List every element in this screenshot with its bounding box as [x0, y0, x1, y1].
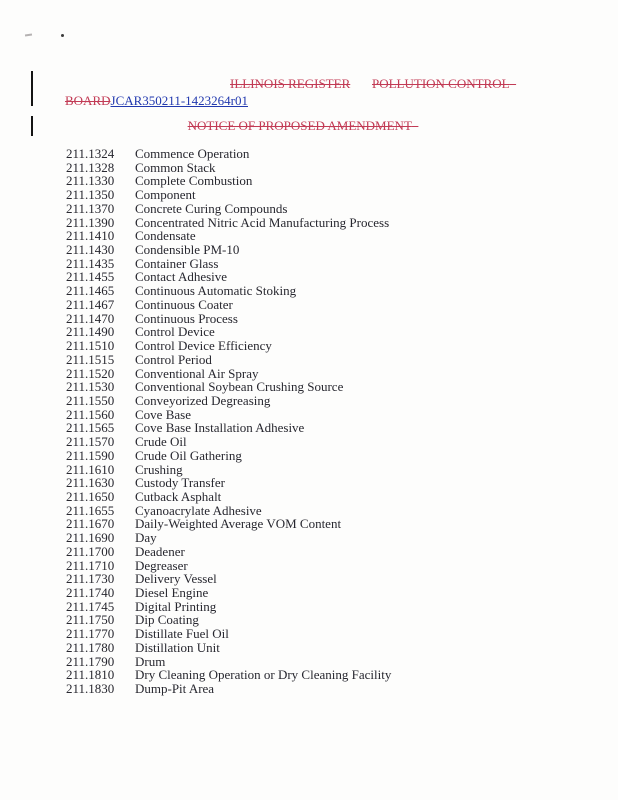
definition-row [66, 243, 391, 257]
section-title: Control Period [135, 351, 212, 367]
section-number: 211.1328 [66, 159, 115, 175]
section-number: 211.1750 [66, 612, 115, 628]
section-title: Crude Oil [135, 434, 187, 450]
header-line2 [65, 93, 248, 109]
definition-row [66, 174, 391, 188]
definition-row [66, 394, 391, 408]
section-number: 211.1490 [66, 324, 115, 340]
definition-row [66, 641, 391, 655]
definition-row [66, 367, 391, 381]
section-number: 211.1670 [66, 516, 115, 532]
definition-row [66, 147, 391, 161]
section-title: Continuous Coater [135, 296, 233, 312]
section-number: 211.1590 [66, 447, 115, 463]
section-title: Continuous Automatic Stoking [135, 283, 297, 299]
definition-row [66, 298, 391, 312]
section-number: 211.1370 [66, 200, 115, 216]
scan-artifact [25, 34, 32, 37]
section-title: Degreaser [135, 557, 188, 573]
definition-row [66, 627, 391, 641]
section-title: Cutback Asphalt [135, 488, 222, 504]
section-number: 211.1430 [66, 242, 115, 258]
section-title: Crude Oil Gathering [135, 447, 242, 463]
section-title: Cyanoacrylate Adhesive [135, 502, 262, 518]
definition-row [66, 353, 391, 367]
definition-row [66, 559, 391, 573]
definition-row [66, 613, 391, 627]
section-number: 211.1710 [66, 557, 115, 573]
definition-row [66, 325, 391, 339]
section-number: 211.1690 [66, 530, 115, 546]
definition-row [66, 257, 391, 271]
section-title: Crushing [135, 461, 183, 477]
section-number: 211.1470 [66, 310, 115, 326]
section-title: Concentrated Nitric Acid Manufacturing Process [135, 214, 390, 230]
section-number: 211.1510 [66, 338, 115, 354]
definition-row [66, 655, 391, 669]
section-number: 211.1730 [66, 571, 115, 587]
jcar-number-link[interactable]: JCAR350211-1423264r01 [110, 93, 248, 108]
header-pollution-control: POLLUTION CONTROL [372, 76, 510, 91]
section-number: 211.1530 [66, 379, 115, 395]
definition-row [66, 380, 391, 394]
definition-row [66, 668, 391, 682]
definition-row [66, 682, 391, 696]
definition-row [66, 270, 391, 284]
section-number: 211.1467 [66, 296, 115, 312]
definitions-list [66, 147, 391, 696]
section-number: 211.1520 [66, 365, 115, 381]
section-number: 211.1630 [66, 475, 115, 491]
section-number: 211.1410 [66, 228, 115, 244]
section-number: 211.1324 [66, 146, 115, 161]
definition-row [66, 421, 391, 435]
section-title: Cove Base [135, 406, 191, 422]
section-title: Delivery Vessel [135, 571, 217, 587]
section-number: 211.1455 [66, 269, 115, 285]
section-title: Conventional Soybean Crushing Source [135, 379, 344, 395]
section-title: Deadener [135, 543, 185, 559]
section-number: 211.1780 [66, 639, 115, 655]
section-number: 211.1770 [66, 626, 115, 642]
section-title: Distillate Fuel Oil [135, 626, 229, 642]
margin-change-bar [31, 71, 33, 106]
definition-row [66, 463, 391, 477]
definition-row [66, 408, 391, 422]
section-number: 211.1570 [66, 434, 115, 450]
section-title: Common Stack [135, 159, 216, 175]
section-number: 211.1610 [66, 461, 115, 477]
definition-row [66, 545, 391, 559]
section-number: 211.1700 [66, 543, 115, 559]
section-title: Component [135, 187, 196, 203]
section-title: Condensible PM-10 [135, 242, 240, 258]
section-number: 211.1560 [66, 406, 115, 422]
scan-artifact [61, 34, 64, 37]
definition-row [66, 476, 391, 490]
section-title: Continuous Process [135, 310, 238, 326]
section-title: Condensate [135, 228, 196, 244]
section-number: 211.1330 [66, 173, 115, 189]
header-illinois-register: ILLINOIS REGISTER [230, 76, 351, 91]
section-number: 211.1745 [66, 598, 115, 614]
section-number: 211.1390 [66, 214, 115, 230]
section-number: 211.1550 [66, 392, 115, 408]
definition-row [66, 517, 391, 531]
header-board: BOARD [65, 93, 111, 108]
section-number: 211.1655 [66, 502, 115, 518]
section-title: Diesel Engine [135, 585, 209, 600]
section-title: Complete Combustion [135, 173, 253, 189]
notice-of-proposed-amendment: NOTICE OF PROPOSED AMENDMENT [187, 118, 412, 133]
section-number: 211.1810 [66, 667, 115, 683]
definition-row [66, 312, 391, 326]
section-number: 211.1515 [66, 351, 115, 367]
section-title: Commence Operation [135, 146, 250, 161]
section-number: 211.1830 [66, 681, 115, 697]
section-title: Digital Printing [135, 598, 217, 614]
definition-row [66, 229, 391, 243]
definition-row [66, 284, 391, 298]
section-number: 211.1790 [66, 653, 115, 669]
section-title: Control Device Efficiency [135, 338, 272, 354]
definition-row [66, 504, 391, 518]
section-title: Cove Base Installation Adhesive [135, 420, 305, 436]
definition-row [66, 202, 391, 216]
section-title: Dip Coating [135, 612, 199, 628]
section-title: Container Glass [135, 255, 219, 271]
section-number: 211.1465 [66, 283, 115, 299]
notice-line [0, 118, 606, 134]
section-title: Distillation Unit [135, 639, 220, 655]
definition-row [66, 188, 391, 202]
definition-row [66, 586, 391, 600]
section-title: Dry Cleaning Operation or Dry Cleaning Facility [135, 667, 392, 683]
definition-row [66, 161, 391, 175]
section-title: Day [135, 530, 157, 546]
definition-row [66, 600, 391, 614]
section-number: 211.1650 [66, 488, 115, 504]
definition-row [66, 435, 391, 449]
section-title: Conveyorized Degreasing [135, 392, 271, 408]
section-number: 211.1350 [66, 187, 115, 203]
section-title: Control Device [135, 324, 215, 340]
definition-row [66, 531, 391, 545]
definition-row [66, 339, 391, 353]
definition-row [66, 449, 391, 463]
definition-row [66, 490, 391, 504]
section-number: 211.1435 [66, 255, 115, 271]
section-title: Dump-Pit Area [135, 681, 215, 697]
section-number: 211.1740 [66, 585, 115, 600]
section-title: Conventional Air Spray [135, 365, 259, 381]
section-title: Contact Adhesive [135, 269, 228, 285]
section-title: Drum [135, 653, 166, 669]
section-title: Custody Transfer [135, 475, 225, 491]
section-number: 211.1565 [66, 420, 115, 436]
section-title: Daily-Weighted Average VOM Content [135, 516, 342, 532]
section-title: Concrete Curing Compounds [135, 200, 288, 216]
definition-row [66, 572, 391, 586]
definition-row [66, 216, 391, 230]
